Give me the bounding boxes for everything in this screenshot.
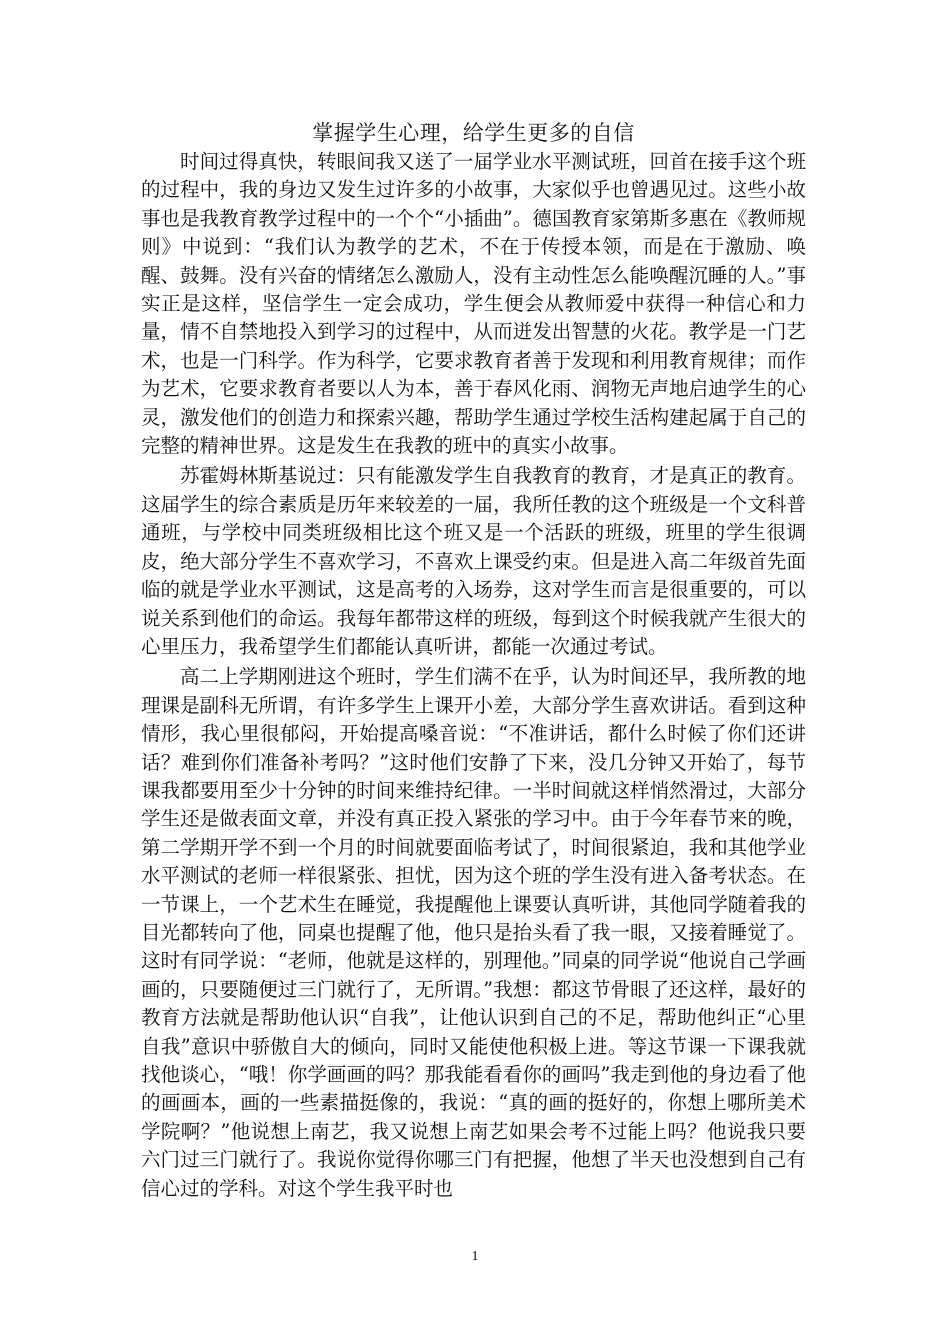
- paragraph-3: 高二上学期刚进这个班时，学生们满不在乎，认为时间还早，我所教的地理课是副科无所谓，有许多学生上课开小差，大部分学生喜欢讲话。看到这种情形，我心里很郁闷，开始提高嗓音说：“不准讲话，都什么时候了你们还讲话？难到你们准备补考吗？”这时他们安静了下来，没几分钟又开始了，每节课我都要用至少十分钟的时间来维持纪律。一半时间就这样悄然滑过，大部分学生还是做表面文章，并没有真正投入紧张的学习中。由于今年春节来的晚，第二学期开学不到一个月的时间就要面临考试了，时间很紧迫，我和其他学业水平测试的老师一样很紧张、担忧，因为这个班的学生没有进入备考状态。在一节课上，一个艺术生在睡觉，我提醒他上课要认真听讲，其他同学随着我的目光都转向了他，同桌也提醒了他，他只是抬头看了我一眼，又接着睡觉了。这时有同学说：“老师，他就是这样的，别理他。”同桌的同学说“他说自己学画画的，只要随便过三门就行了，无所谓。”我想：都这节骨眼了还这样，最好的教育方法就是帮助他认识“自我”，让他认识到自己的不足，帮助他纠正“心里自我”意识中骄傲自大的倾向，同时又能使他积极上进。等这节课一下课我就找他谈心，“哦！你学画画的吗？那我能看看你的画吗”我走到他的身边看了他的画画本，画的一些素描挺像的，我说：“真的画的挺好的，你想上哪所美术学院啊？”他说想上南艺，我又说想上南艺如果会考不过能上吗？他说我只要六门过三门就行了。我说你觉得你哪三门有把握，他想了半天也没想到自己有信心过的学科。对这个学生我平时也: [141, 665, 806, 1200]
- paragraph-2: 苏霍姆林斯基说过：只有能激发学生自我教育的教育，才是真正的教育。这届学生的综合素质是历年来较差的一届，我所任教的这个班级是一个文科普通班，与学校中同类班级相比这个班又是一个活跃的班级，班里的学生很调皮，绝大部分学生不喜欢学习，不喜欢上课受约束。但是进入高二年级首先面临的就是学业水平测试，这是高考的入场券，这对学生而言是很重要的，可以说关系到他们的命运。我每年都带这样的班级，每到这个时候我就产生很大的心里压力，我希望学生们都能认真听讲，都能一次通过考试。: [141, 464, 806, 658]
- document-title: 掌握学生心理，给学生更多的自信: [312, 121, 635, 145]
- document-body: [141, 118, 806, 1203]
- paragraph-1: 时间过得真快，转眼间我又送了一届学业水平测试班，回首在接手这个班的过程中，我的身边又发生过许多的小故事，大家似乎也曾遇见过。这些小故事也是我教育教学过程中的一个个“小插曲”。德国教育家第斯多惠在《教师规则》中说到：“我们认为教学的艺术，不在于传授本领，而是在于激励、唤醒、鼓舞。没有兴奋的情绪怎么激励人，没有主动性怎么能唤醒沉睡的人。”事实正是这样，坚信学生一定会成功，学生便会从教师爱中获得一种信心和力量，情不自禁地投入到学习的过程中，从而迸发出智慧的火花。教学是一门艺术，也是一门科学。作为科学，它要求教育者善于发现和利用教育规律；而作为艺术，它要求教育者要以人为本，善于春风化雨、润物无声地启迪学生的心灵，激发他们的创造力和探索兴趣，帮助学生通过学校生活构建起属于自己的完整的精神世界。这是发生在我教的班中的真实小故事。: [141, 150, 806, 458]
- page-number: 1: [471, 1249, 479, 1264]
